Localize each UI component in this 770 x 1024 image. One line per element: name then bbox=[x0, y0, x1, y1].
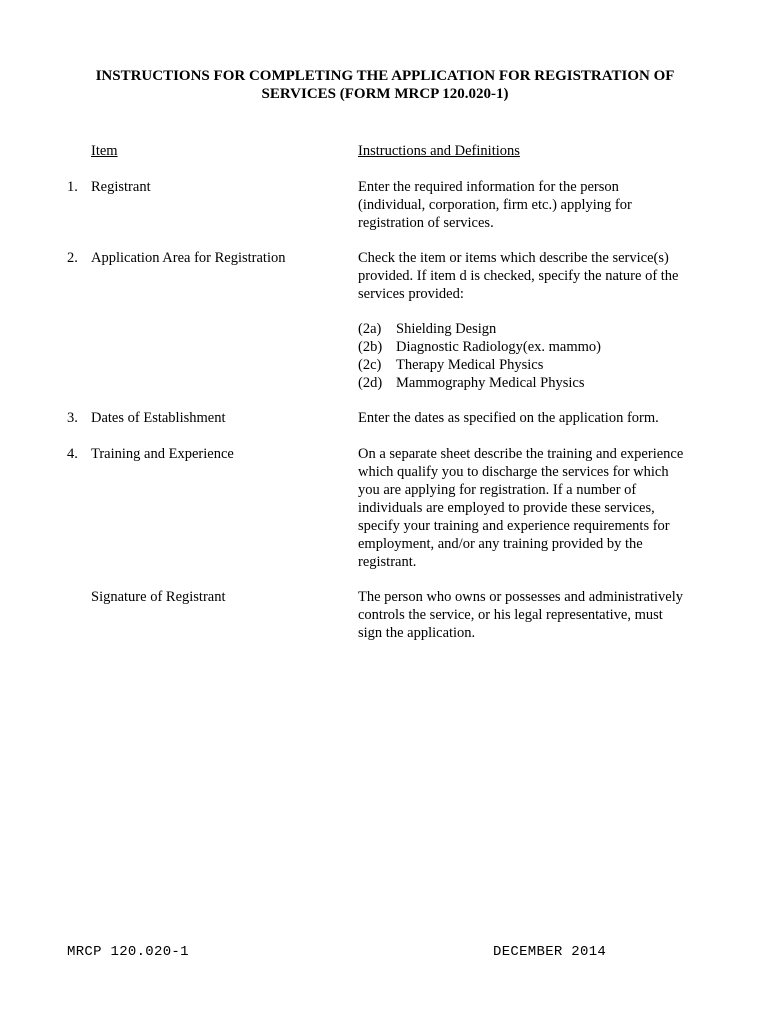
item-label: Signature of Registrant bbox=[91, 589, 226, 605]
item-label: Dates of Establishment bbox=[91, 410, 226, 426]
subitem-code: (2d) bbox=[358, 375, 383, 391]
subitem-2b bbox=[358, 338, 688, 356]
subitem-2c bbox=[358, 356, 688, 374]
item-number: 4. bbox=[67, 446, 78, 462]
service-subitems bbox=[358, 320, 688, 392]
subitem-text: Diagnostic Radiology(ex. mammo) bbox=[396, 339, 601, 355]
item-instruction: On a separate sheet describe the training and experience which qualify you to discharge the services for which you are applying for registration. If a number of individuals are employed to provide these services, specify your training and experience requirements for employment, and/or any training provided by the registrant. bbox=[358, 446, 684, 570]
item-instruction: Enter the required information for the person (individual, corporation, firm etc.) applying for registration of services. bbox=[358, 179, 632, 231]
column-header-instructions: Instructions and Definitions bbox=[358, 143, 520, 159]
item-number: 2. bbox=[67, 250, 78, 266]
footer-form-number: MRCP 120.020-1 bbox=[67, 944, 189, 960]
subitem-code: (2b) bbox=[358, 339, 383, 355]
column-header-item: Item bbox=[91, 143, 118, 159]
title-line-1: INSTRUCTIONS FOR COMPLETING THE APPLICATION FOR REGISTRATION OF bbox=[95, 68, 675, 84]
item-instruction: Check the item or items which describe the service(s) provided. If item d is checked, specify the nature of the services provided: bbox=[358, 250, 679, 302]
item-number: 1. bbox=[67, 179, 78, 195]
subitem-text: Therapy Medical Physics bbox=[396, 357, 544, 373]
item-label: Registrant bbox=[91, 179, 151, 195]
subitem-code: (2c) bbox=[358, 357, 382, 373]
document-title bbox=[60, 67, 710, 103]
subitem-2d bbox=[358, 374, 688, 392]
subitem-text: Mammography Medical Physics bbox=[396, 375, 585, 391]
subitem-text: Shielding Design bbox=[396, 321, 497, 337]
subitem-2a bbox=[358, 320, 688, 338]
item-instruction: Enter the dates as specified on the application form. bbox=[358, 410, 659, 426]
item-instruction: The person who owns or possesses and administratively controls the service, or his legal representative, must sign the application. bbox=[358, 589, 683, 641]
subitem-code: (2a) bbox=[358, 321, 382, 337]
item-label: Application Area for Registration bbox=[91, 250, 286, 266]
item-number: 3. bbox=[67, 410, 78, 426]
footer-date: DECEMBER 2014 bbox=[493, 944, 607, 960]
item-label: Training and Experience bbox=[91, 446, 234, 462]
title-line-2: SERVICES (FORM MRCP 120.020-1) bbox=[261, 86, 509, 102]
